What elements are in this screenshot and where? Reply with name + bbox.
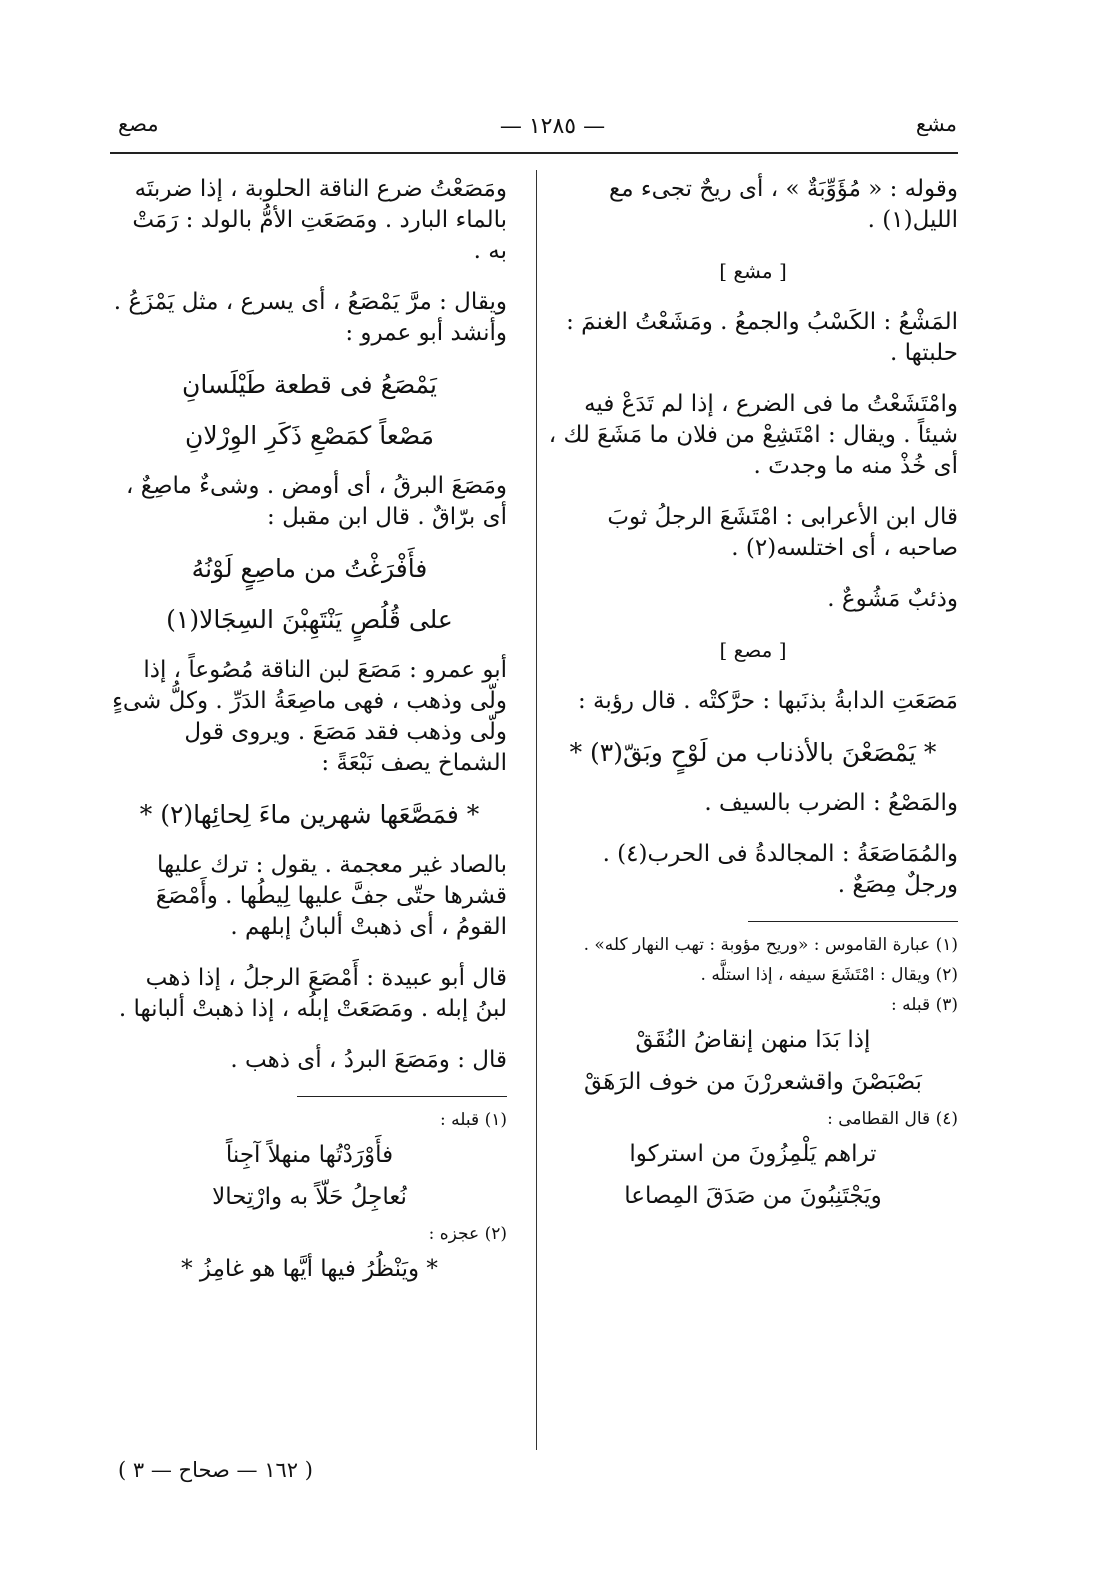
paragraph: ويقال : مرَّ يَمْصَعُ ، أى يسرع ، مثل يَمْزَعُ . وأنشد أبو عمرو : <box>113 289 507 346</box>
signature-mark: ( ١٦٢ — صحاح — ٣ ) <box>118 1458 313 1482</box>
verse-line: مَصْعاً كمَصْعِ ذَكَرِ الوِرْلانِ <box>185 421 434 450</box>
footnote-verse: ويَجْتَنِبُونَ من صَدَقَ المِصاعا <box>624 1183 882 1209</box>
verse-line: يَمْصَعُ فى قطعة طَيْلَسانِ <box>182 370 437 399</box>
footnote: (٣) قبله : <box>891 995 958 1015</box>
paragraph: والمَصْعُ : الضرب بالسيف . <box>704 790 958 816</box>
footnote: (٤) قال القطامى : <box>827 1109 958 1129</box>
footnote-verse: تراهم يَلْمِزُونَ من استركوا <box>629 1141 877 1167</box>
right-column <box>548 174 958 1220</box>
footnote-verse: * ويَنْظُرُ فيها أيَّها هو غامِزُ * <box>181 1256 438 1282</box>
footnote-rule <box>748 921 958 922</box>
header-entry-left: مصع <box>118 112 159 136</box>
left-column <box>112 174 507 1293</box>
paragraph: ومَصَعْتُ ضرع الناقة الحلوبة ، إذا ضربتَه بالماء البارد . ومَصَعَتِ الأمُّ بالولد : رَمَتْ به . <box>132 176 507 264</box>
verse-line: فأَفْرَغْتُ من ماصِعٍ لَوْنُهُ <box>191 554 428 583</box>
paragraph: بالصاد غير معجمة . يقول : ترك عليها قشرها حتّى جفَّ عليها لِيطُها . وأَمْصَعَ القومُ ، أى ذهبتْ ألبانُ إبلهم . <box>155 852 507 940</box>
paragraph: وذئبٌ مَشُوعٌ . <box>827 586 958 612</box>
paragraph: قال أبو عبيدة : أَمْصَعَ الرجلُ ، إذا ذهب لبنُ إبله . ومَصَعَتْ إبلُه ، إذا ذهبتْ ألبانها . <box>118 965 507 1022</box>
section-heading: [ مصع ] <box>719 638 787 662</box>
paragraph: وامْتَشَعْتُ ما فى الضرع ، إذا لم تَدَعْ فيه شيئاً . ويقال : امْتَشِعْ من فلان ما مَشَعَ لك ، أى خُذْ منه ما وجدتَ . <box>548 391 958 479</box>
footnote: (٢) عجزه : <box>428 1224 507 1244</box>
footnote-verse: إذا بَدَا منهن إنقاضُ النُقَقْ <box>635 1027 871 1053</box>
header-rule <box>110 152 958 154</box>
footnote: (١) عبارة القاموس : «وريح مؤوبة : تهب النهار كله» . <box>583 935 958 955</box>
footnote-verse: فأَوْرَدْتُها منهلاً آجِناً <box>225 1142 394 1168</box>
verse-line: * يَمْصَعْنَ بالأذناب من لَوْحٍ وبَقّ(٣) * <box>569 738 937 767</box>
header-entry-right: مشع <box>915 112 957 136</box>
column-divider <box>536 170 537 1450</box>
footnote-rule <box>297 1096 507 1097</box>
paragraph: أبو عمرو : مَصَعَ لبن الناقة مُصُوعاً ، إذا ولّى وذهب ، فهى ماصِعَةُ الدَرِّ . وكلُّ شىءٍ ولّى وذهب فقد مَصَعَ . ويروى قول الشماخ يصف نَبْعَةً : <box>112 657 507 776</box>
section-heading: [ مشع ] <box>719 259 787 283</box>
page-number: — ١٢٨٥ — <box>499 114 606 139</box>
paragraph: ومَصَعَ البرقُ ، أى أومض . وشىءٌ ماصِعٌ ، أى برّاقٌ . قال ابن مقبل : <box>126 473 507 530</box>
paragraph: مَصَعَتِ الدابةُ بذنَبها : حرَّكتْه . قال رؤبة : <box>577 688 958 714</box>
paragraph: وقوله : « مُؤَوِّبَةٌ » ، أى ريحٌ تجىء مع الليل(١) . <box>608 176 958 233</box>
paragraph: قال : ومَصَعَ البردُ ، أى ذهب . <box>230 1047 507 1073</box>
verse-line: * فمَصَّعَها شهرين ماءَ لِحائِها(٢) * <box>139 800 480 829</box>
footnote: (١) قبله : <box>440 1110 507 1130</box>
paragraph: والمُمَاصَعَةُ : المجالدةُ فى الحرب(٤) . ورجلٌ مِصَعٌ . <box>602 841 958 898</box>
verse-line: على قُلُصٍ يَنْتَهِبْنَ السِجَالا(١) <box>166 605 453 634</box>
paragraph: قال ابن الأعرابى : امْتَشَعَ الرجلُ ثوبَ صاحبه ، أى اختلسه(٢) . <box>607 504 958 561</box>
footnote-verse: بَصْبَصْنَ واقشعررْنَ من خوف الرَهَقْ <box>584 1069 922 1095</box>
footnote-verse: نُعاجِلُ حَلّاً به وارْتِحالا <box>212 1184 407 1210</box>
paragraph: المَشْعُ : الكَسْبُ والجمعُ . ومَشَعْتُ الغنمَ : حلبتها . <box>566 309 958 366</box>
footnote: (٢) ويقال : امْتَشَعَ سيفه ، إذا استلَّه . <box>700 965 958 985</box>
